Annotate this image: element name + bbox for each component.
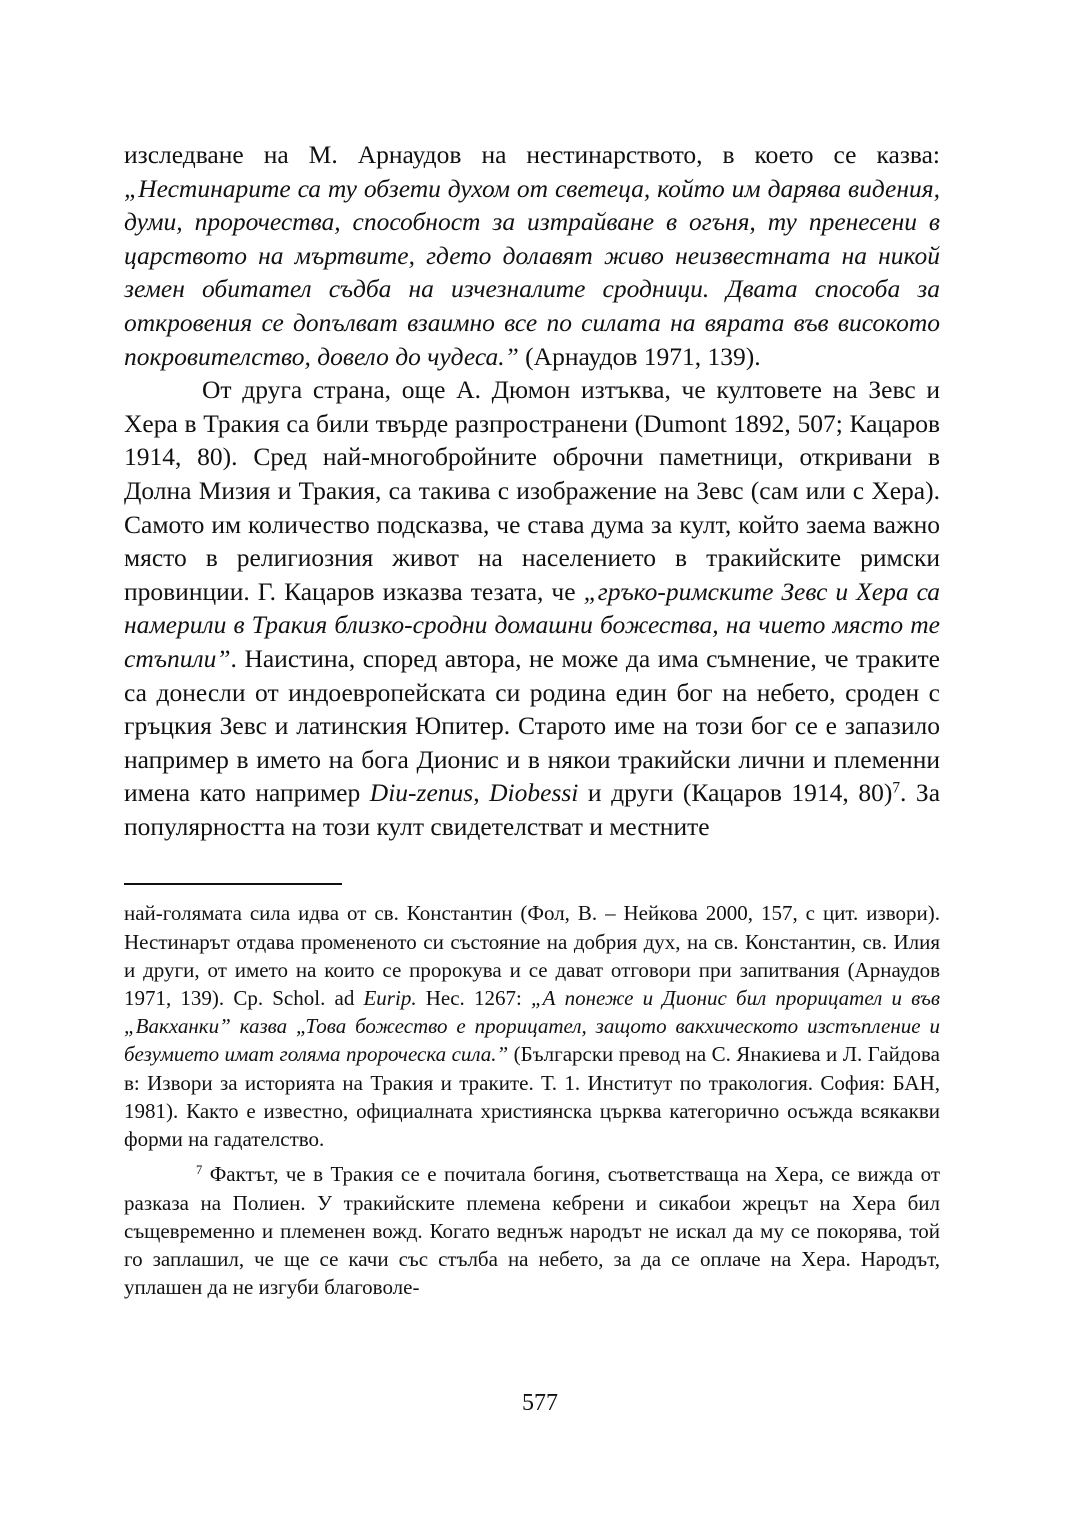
katsarov-quote: „гръко-римските Зевс и Хера са намерили в Тракия близко-сродни домашни божества, на чието място те стъпили” bbox=[124, 576, 940, 673]
footnote-7 bbox=[124, 1160, 940, 1301]
paragraph-1-lead: изследване на М. Арнаудов на нестинарството, в което се казва: bbox=[124, 140, 940, 169]
paragraph-1-citation: (Арнаудов 1971, 139). bbox=[518, 341, 761, 371]
footnote-divider bbox=[124, 883, 342, 885]
paragraph-2-citation: и други (Кацаров 1914, 80) bbox=[578, 778, 893, 808]
paragraph-2-middle: . Наистина, според автора, не може да има съмнение, че траките са донесли от индоевропейската си родина един бог на небето, сроден с гръцкия Зевс и латинския Юпитер. Старото име на този бог се е запазило например в името на бога Дионис и в някои тракийски лични и племенни имена като например bbox=[124, 643, 940, 808]
paragraph-2-lead: От друга страна, още А. Дюмон изтъква, че култовете на Зевс и Хера в Тракия са били твърде разпространени (Dumont 1892, 507; Кацаров 1914, 80). Сред най-многобройните оброчни паметници, откривани в Долна Мизия и Тракия, са такива с изображение на Зевс (сам или с Хера). Самото им количество подсказва, че става дума за култ, който заема важно място в религиозния живот на населението в тракийските римски провинции. Г. Кацаров изказва тезата, че bbox=[124, 375, 940, 606]
paragraph-2 bbox=[124, 373, 940, 843]
paragraph-1 bbox=[124, 138, 940, 373]
name-diobessi: Diobessi bbox=[489, 778, 579, 808]
footnote-7-text: Фактът, че в Тракия се е почитала богиня, съответстваща на Хера, се вижда от разказа на Полиен. У тракийските племена кебрени и сикабои жрецът на Хера бил същевременно и племенен вожд. Когато веднъж народът не искал да му се покорява, той го заплашил, че ще се качи със стълба на небето, за да се оплаче на Хера. Народът, уплашен да не изгуби благоволе- bbox=[124, 1162, 940, 1300]
footnote-reference-7[interactable]: 7 bbox=[892, 779, 900, 797]
paragraph-2-end: . За популярността на този култ свидетелстват и местните bbox=[124, 778, 941, 841]
footnotes bbox=[124, 899, 940, 1301]
footnote-7-number: 7 bbox=[196, 1163, 203, 1178]
eurip-abbreviation: Eurip. bbox=[363, 986, 417, 1011]
page-content bbox=[124, 138, 940, 1301]
footnote-continued-end: (Български превод на С. Янакиева и Л. Гайдова в: Извори за историята на Тракия и траките. Т. 1. Институт по тракология. София: БАН, 1981). Както е известно, официалната християнска църква категорично осъжда всякакви форми на гадателство. bbox=[124, 1042, 940, 1152]
arnaudov-quote: „Нестинарите са ту обзети духом от светеца, който им дарява видения, думи, пророчества, способност за изтрайване в огъня, ту пренесени в царството на мъртвите, гдето долавят живо неизвестната на никой земен обитател съдба на изчезналите сродници. Двата способа за откровения се допълват взаимно все по силата на вярата във високото покровителство, довело до чудеса.” bbox=[124, 173, 940, 371]
footnote-continued bbox=[124, 899, 940, 1153]
main-text bbox=[124, 138, 940, 843]
page-number: 577 bbox=[522, 1390, 558, 1416]
footnote-continued-lead: най-голямата сила идва от св. Константин (Фол, В. – Нейкова 2000, 157, с цит. извори). Нестинарът отдава промененото си състояние на добрия дух, на св. Константин, св. Илия и други, от името на които се пророкува и се дават отговори при запитвания (Арнаудов 1971, 139). Ср. Schol. ad bbox=[124, 901, 940, 1011]
name-diu-zenus: Diu-zenus bbox=[369, 778, 474, 808]
name-separator: , bbox=[473, 778, 490, 808]
hec-reference: Hec. 1267: bbox=[416, 986, 531, 1011]
bacchae-quote: „А понеже и Дионис бил прорицател и във „Вакханки” казва „Това божество е прорицател, защото вакхическото изстъпление и безумието имат голяма пророческа сила.” bbox=[124, 986, 940, 1067]
